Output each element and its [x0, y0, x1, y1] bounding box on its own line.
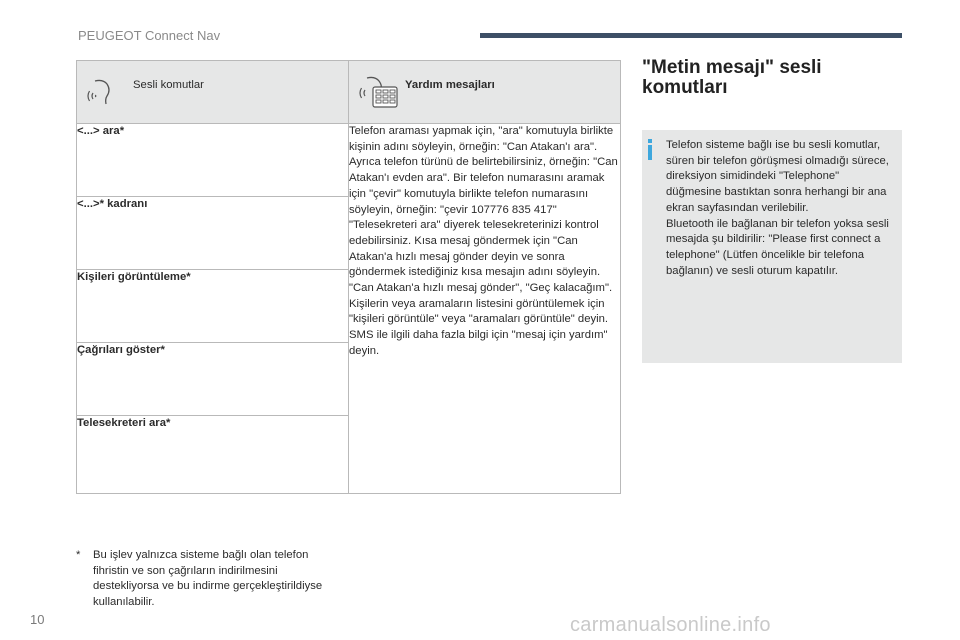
- help-message-text: Telefon araması yapmak için, "ara" komutuyla birlikte kişinin adını söyleyin, örneğin: "Can Atakan'ı ara". Ayrıca telefon türünü de belirtebilirsiniz, örneğin: "Can Atakan'ı evden ara". Bir telefon numarasını aramak için "çevir" komutuyla birlikte telefon numarasını söyleyin, örneğin: "çevir 107776 835 417" "Telesekreteri ara" diyerek telesekreterinizi kontrol edebilirsiniz. Kısa mesaj göndermek için "Can Atakan'a hızlı mesaj gönder deyin ve sonra göndermek istediğiniz kısa mesajın adını söyleyin. "Can Atakan'a hızlı mesaj gönder", "Geç kalacağım". Kişilerin veya aramaların listesini görüntülemek için "kişileri görüntüle" veya "aramaları görüntüle" deyin. SMS ile ilgili daha fazla bilgi için "mesaj için yardım" deyin.: [349, 124, 621, 494]
- voice-commands-table: [76, 60, 621, 494]
- table-header-row: [77, 61, 621, 124]
- footnote: [76, 548, 336, 611]
- manual-header-title: PEUGEOT Connect Nav: [78, 28, 221, 43]
- header-bar: [480, 33, 902, 38]
- command-show-contacts: Kişileri görüntüleme*: [77, 270, 349, 343]
- info-paragraph-2: Bluetooth ile bağlanan bir telefon yoksa sesli mesajda şu bildirilir: "Please first connect a telephone" (Lütfen öncelikle bir telefona bağlanın) ve sesli oturum kapatılır.: [666, 217, 889, 277]
- voice-help-keypad-icon: [359, 75, 399, 109]
- watermark: carmanualsonline.info: [570, 614, 771, 636]
- command-dial: <...>* kadranı: [77, 197, 349, 270]
- info-icon: [648, 139, 652, 160]
- footnote-text: Bu işlev yalnızca sisteme bağlı olan telefon fihristin ve son çağrıların indirilmesini destekliyorsa ve bu indirme gerçekleştirildiyse kullanılabilir.: [93, 549, 323, 609]
- footnote-marker: *: [76, 549, 81, 561]
- voice-command-icon: [87, 78, 117, 106]
- info-paragraph-1: Telefon sisteme bağlı ise bu sesli komutlar, süren bir telefon görüşmesi olmadığı sürece, direksiyon simidindeki "Telephone" düğmesine bastıktan sonra herhangi bir ana ekran sayfasından verilebilir.: [666, 139, 889, 214]
- command-call: <...> ara*: [77, 124, 349, 197]
- col-header-help-messages: Yardım mesajları: [405, 79, 495, 92]
- info-text: [666, 138, 892, 279]
- command-show-calls: Çağrıları göster*: [77, 343, 349, 416]
- header-cell-commands: [77, 61, 349, 124]
- col-header-voice-commands: Sesli komutlar: [133, 79, 204, 92]
- section-title: "Metin mesajı" sesli komutları: [642, 57, 822, 98]
- command-call-voicemail: Telesekreteri ara*: [77, 416, 349, 494]
- info-box: [642, 130, 902, 363]
- table-row: [77, 124, 621, 197]
- header-cell-help: [349, 61, 621, 124]
- page-number: 10: [30, 612, 45, 627]
